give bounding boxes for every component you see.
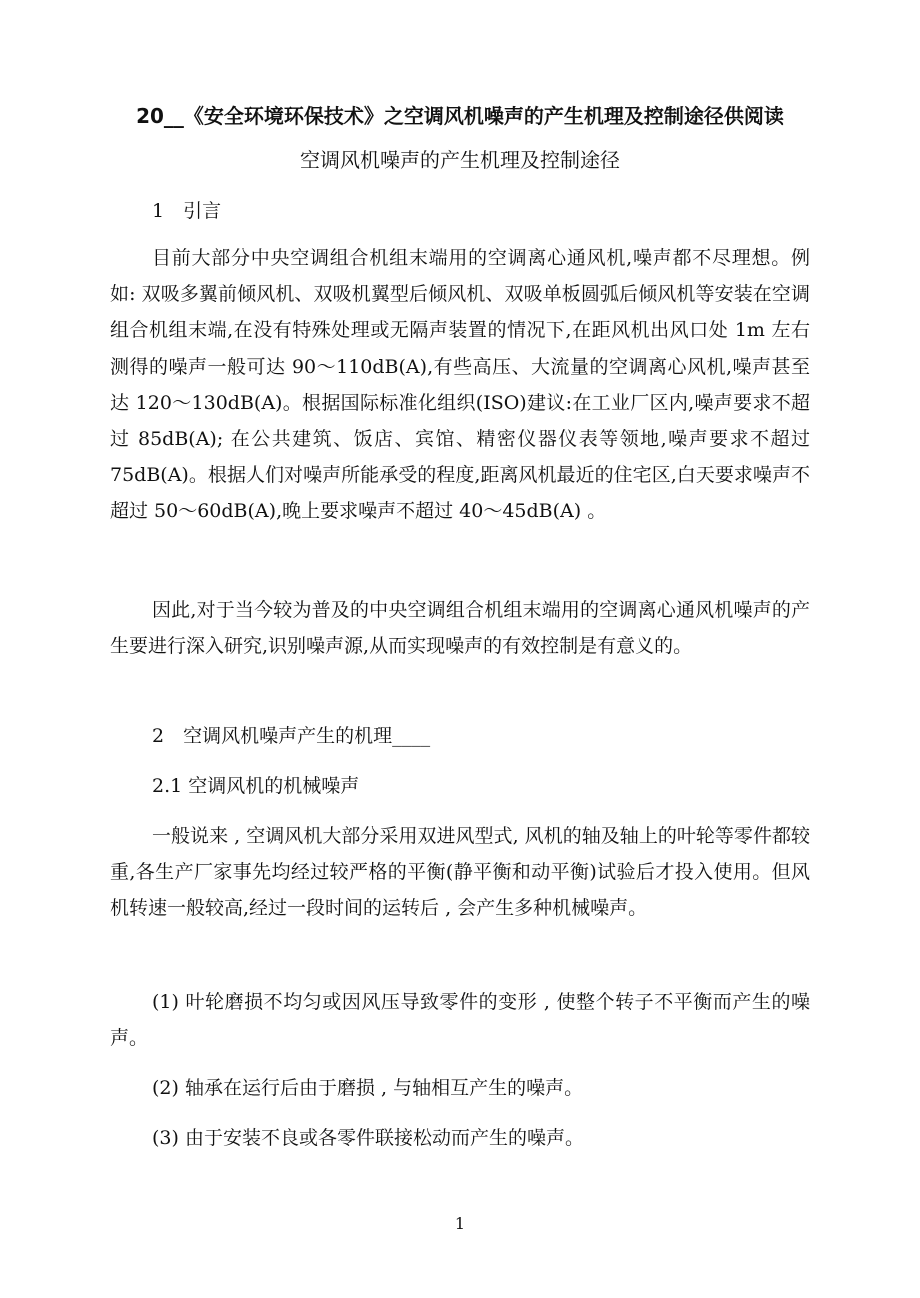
subsection-heading-mechanical-noise: 2.1 空调风机的机械噪声	[152, 775, 360, 797]
page-number: 1	[454, 1214, 466, 1233]
list-item-bearing-wear: (2) 轴承在运行后由于磨损 , 与轴相互产生的噪声。	[152, 1077, 584, 1099]
section-heading-intro: 1 引言	[152, 200, 222, 222]
section-heading-mechanism: 2 空调风机噪声产生的机理____	[152, 725, 431, 747]
paragraph-mechanical-noise: 一般说来 , 空调风机大部分采用双进风型式, 风机的轴及轴上的叶轮等零件都较重,各生产厂家事先均经过较严格的平衡(静平衡和动平衡)试验后才投入使用。但风机转速一般较高,经过一段时间的运转后 , 会产生多种机械噪声。	[110, 825, 810, 920]
paragraph-noise-levels: 目前大部分中央空调组合机组末端用的空调离心通风机,噪声都不尽理想。例如: 双吸多翼前倾风机、双吸机翼型后倾风机、双吸单板圆弧后倾风机等安装在空调组合机组末端,在没有特殊处理或无隔声装置的情况下,在距风机出风口处 1m 左右测得的噪声一般可达 90～110dB(A),有些高压、大流量的空调离心风机,噪声甚至达 120～130dB(A)。根据国际标准化组织(ISO)建议:在工业厂区内,噪声要求不超过 85dB(A); 在公共建筑、饭店、宾馆、精密仪器仪表等领地,噪声要求不超过 75dB(A)。根据人们对噪声所能承受的程度,距离风机最近的住宅区,白天要求噪声不超过 50～60dB(A),晚上要求噪声不超过 40～45dB(A) 。	[110, 247, 810, 523]
document-subtitle: 空调风机噪声的产生机理及控制途径	[300, 148, 620, 172]
list-item-impeller-wear: (1) 叶轮磨损不均匀或因风压导致零件的变形 , 使整个转子不平衡而产生的噪声。	[110, 991, 810, 1050]
list-item-loose-installation: (3) 由于安装不良或各零件联接松动而产生的噪声。	[152, 1127, 584, 1149]
document-title: 20__《安全环境环保技术》之空调风机噪声的产生机理及控制途径供阅读	[136, 104, 784, 128]
paragraph-research-significance: 因此,对于当今较为普及的中央空调组合机组末端用的空调离心通风机噪声的产生要进行深入研究,识别噪声源,从而实现噪声的有效控制是有意义的。	[110, 599, 810, 658]
